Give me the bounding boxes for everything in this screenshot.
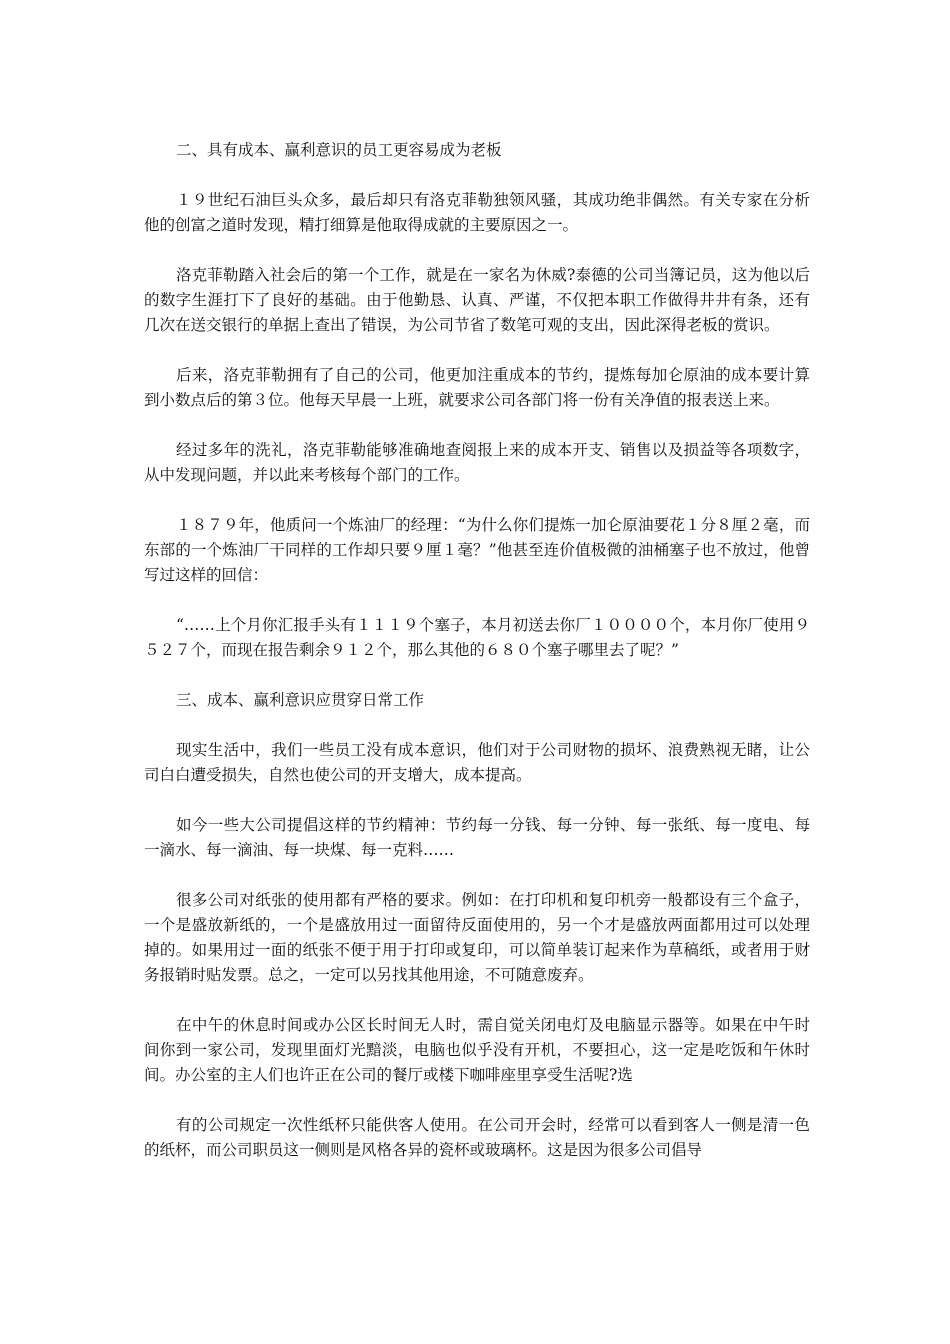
paragraph: １８７９年，他质问一个炼油厂的经理：“为什么你们提炼一加仑原油要花１分８厘２毫，而东部的一个炼油厂干同样的工作却只要９厘１毫？”他甚至连价值极微的油桶塞子也不放过，他曾写过这样的回信： xyxy=(144,516,810,584)
paragraph: 如今一些大公司提倡这样的节约精神：节约每一分钱、每一分钟、每一张纸、每一度电、每一滴水、每一滴油、每一块煤、每一克料…… xyxy=(144,816,810,859)
section-heading: 三、成本、赢利意识应贯穿日常工作 xyxy=(176,691,425,709)
paragraph: 后来，洛克菲勒拥有了自己的公司，他更加注重成本的节约，提炼每加仑原油的成本要计算到小数点后的第３位。他每天早晨一上班，就要求公司各部门将一份有关净值的报表送上来。 xyxy=(144,366,810,409)
section-heading: 二、具有成本、赢利意识的员工更容易成为老板 xyxy=(176,141,502,159)
paragraph: 洛克菲勒踏入社会后的第一个工作，就是在一家名为休威?泰德的公司当簿记员，这为他以后的数字生涯打下了良好的基础。由于他勤恳、认真、严谨，不仅把本职工作做得井井有条，还有几次在送交银行的单据上查出了错误，为公司节省了数笔可观的支出，因此深得老板的赏识。 xyxy=(144,266,810,334)
paragraph: 现实生活中，我们一些员工没有成本意识，他们对于公司财物的损坏、浪费熟视无睹，让公司白白遭受损失，自然也使公司的开支增大，成本提高。 xyxy=(144,741,810,784)
paragraph: 经过多年的洗礼，洛克菲勒能够准确地查阅报上来的成本开支、销售以及损益等各项数字，从中发现问题，并以此来考核每个部门的工作。 xyxy=(144,441,810,484)
paragraph: 有的公司规定一次性纸杯只能供客人使用。在公司开会时，经常可以看到客人一侧是清一色的纸杯，而公司职员这一侧则是风格各异的瓷杯或玻璃杯。这是因为很多公司倡导 xyxy=(144,1116,810,1159)
paragraph: 在中午的休息时间或办公区长时间无人时，需自觉关闭电灯及电脑显示器等。如果在中午时间你到一家公司，发现里面灯光黯淡，电脑也似乎没有开机，不要担心，这一定是吃饭和午休时间。办公室的主人们也许正在公司的餐厅或楼下咖啡座里享受生活呢?选 xyxy=(144,1016,810,1084)
paragraph: １９世纪石油巨头众多，最后却只有洛克菲勒独领风骚，其成功绝非偶然。有关专家在分析他的创富之道时发现，精打细算是他取得成就的主要原因之一。 xyxy=(144,191,810,234)
quote-paragraph: “……上个月你汇报手头有１１１９个塞子，本月初送去你厂１００００个，本月你厂使用９５２７个，而现在报告剩余９１２个，那么其他的６８０个塞子哪里去了呢？” xyxy=(144,616,810,659)
paragraph: 很多公司对纸张的使用都有严格的要求。例如：在打印机和复印机旁一般都设有三个盒子，一个是盛放新纸的，一个是盛放用过一面留待反面使用的，另一个才是盛放两面都用过可以处理掉的。如果用过一面的纸张不便于用于打印或复印，可以简单装订起来作为草稿纸，或者用于财务报销时贴发票。总之，一定可以另找其他用途，不可随意废弃。 xyxy=(144,891,810,984)
document-body xyxy=(144,138,810,1188)
